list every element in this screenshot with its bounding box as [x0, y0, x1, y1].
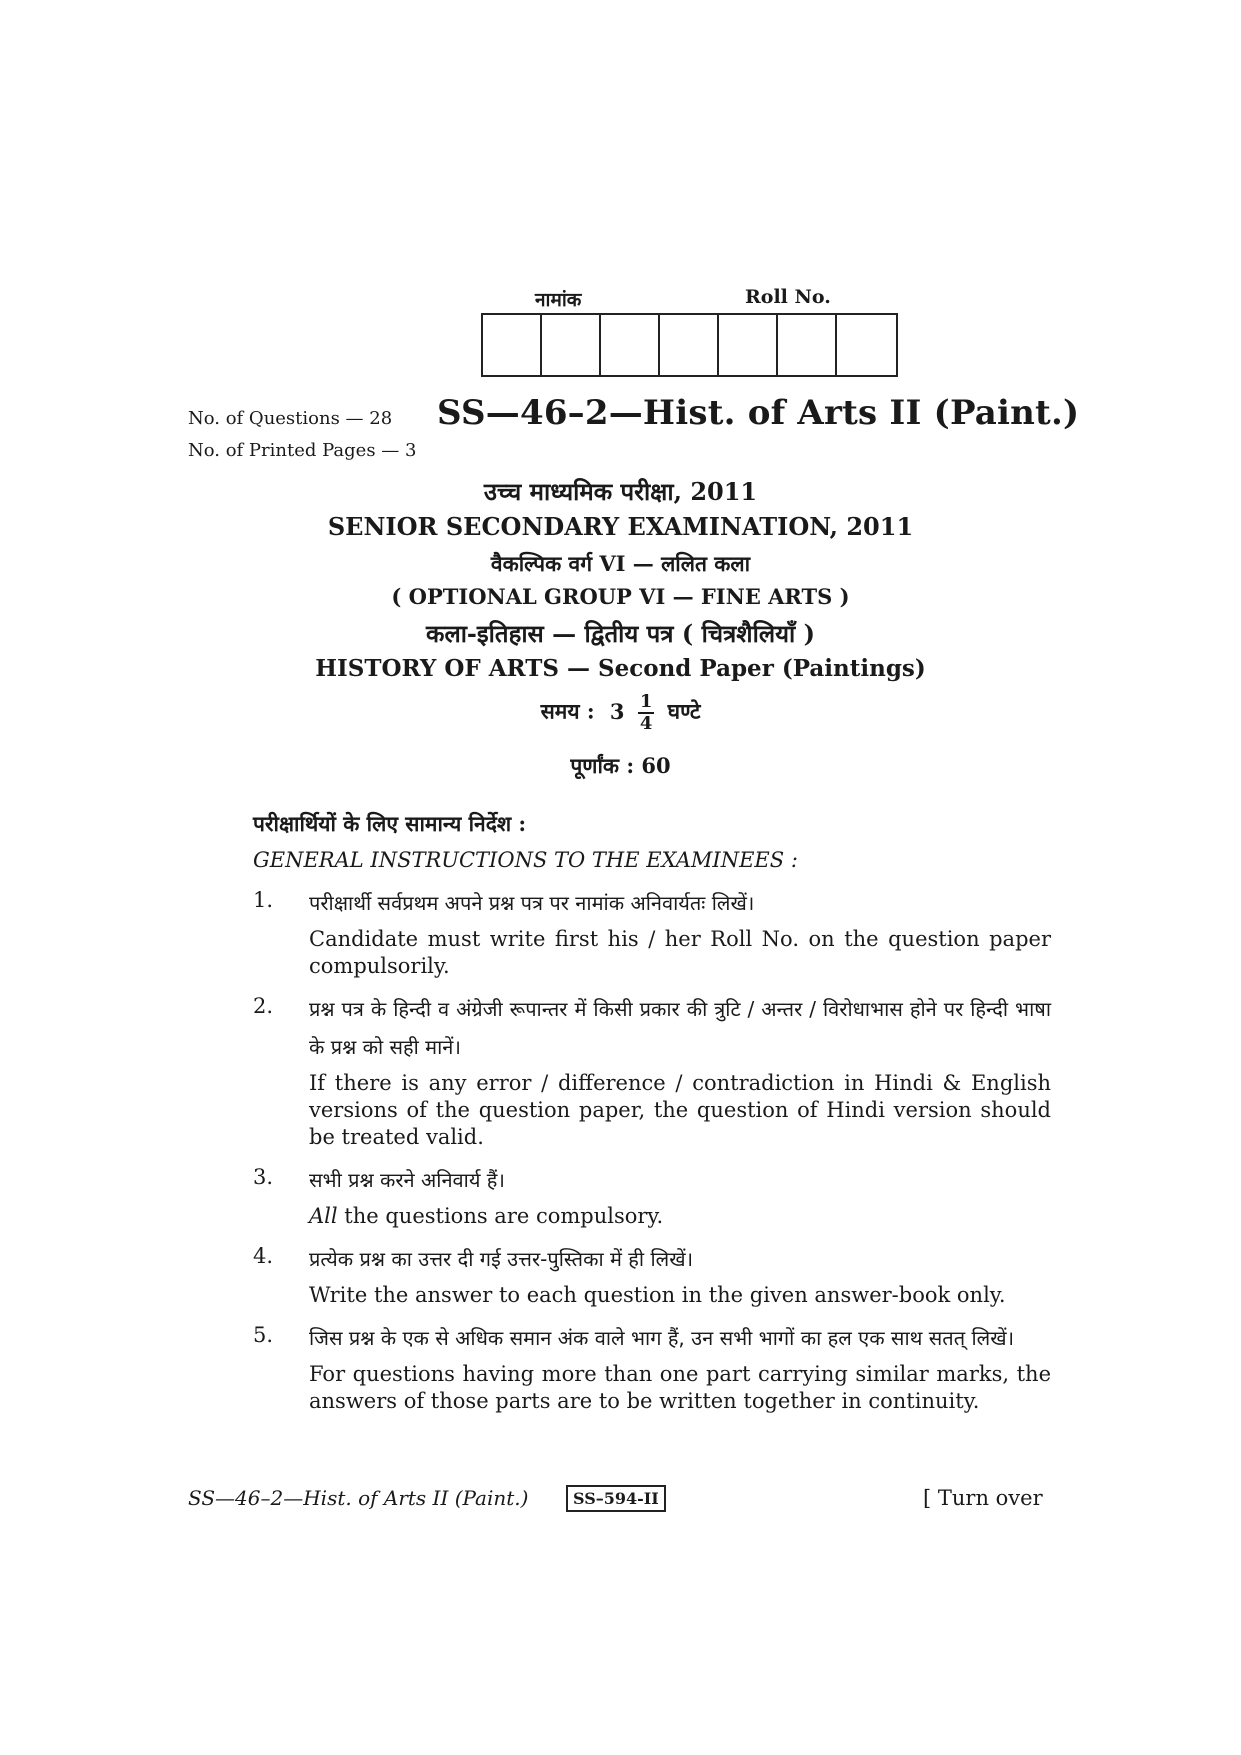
roll-digit-box[interactable] [719, 315, 778, 375]
exam-title-hindi: उच्च माध्यमिक परीक्षा, 2011 [483, 477, 758, 506]
instructions-heading-english: GENERAL INSTRUCTIONS TO THE EXAMINEES : [253, 848, 798, 872]
roll-digit-box[interactable] [778, 315, 837, 375]
instruction-item [253, 990, 1051, 1151]
instruction-english: Write the answer to each question in the given answer-book only. [309, 1283, 1006, 1307]
roll-digit-box[interactable] [601, 315, 660, 375]
instruction-item [253, 884, 1051, 980]
instruction-number: 4. [253, 1244, 274, 1268]
turn-over-note: [ Turn over [923, 1486, 1043, 1510]
instruction-number: 1. [253, 888, 274, 912]
number-of-pages: No. of Printed Pages — 3 [188, 440, 417, 461]
roll-number-boxes [481, 313, 898, 377]
time-fraction [638, 692, 655, 734]
time-unit: घण्टे [667, 698, 701, 724]
instructions-list [253, 884, 1051, 1425]
footer-code-box: SS–594-II [566, 1485, 666, 1512]
roll-digit-box[interactable] [483, 315, 542, 375]
exam-title-english: SENIOR SECONDARY EXAMINATION, 2011 [327, 512, 914, 541]
subject-english: HISTORY OF ARTS — Second Paper (Paintings) [315, 655, 926, 682]
number-of-questions: No. of Questions — 28 [188, 408, 393, 429]
subject-hindi: कला-इतिहास — द्वितीय पत्र ( चित्रशैलियाँ ) [426, 619, 815, 648]
group-hindi: वैकल्पिक वर्ग VI — ललित कला [490, 551, 751, 576]
time-denominator: 4 [639, 713, 653, 734]
instruction-hindi: सभी प्रश्न करने अनिवार्य हैं। [309, 1168, 506, 1192]
instruction-emphasis: All [309, 1204, 338, 1228]
instruction-english-text: the questions are compulsory. [337, 1204, 664, 1228]
instruction-number: 5. [253, 1323, 274, 1347]
instruction-hindi: जिस प्रश्न के एक से अधिक समान अंक वाले भाग हैं, उन सभी भागों का हल एक साथ सतत् लिखें। [309, 1326, 1015, 1350]
roll-digit-box[interactable] [837, 315, 896, 375]
instruction-number: 3. [253, 1165, 274, 1189]
time-label: समय : [540, 698, 595, 724]
instruction-hindi: परीक्षार्थी सर्वप्रथम अपने प्रश्न पत्र पर नामांक अनिवार्यतः लिखें। [309, 891, 755, 915]
instructions-heading-hindi: परीक्षार्थियों के लिए सामान्य निर्देश : [253, 811, 527, 836]
paper-code-title: SS—46–2—Hist. of Arts II (Paint.) [437, 393, 1080, 433]
roll-label-english: Roll No. [745, 286, 831, 308]
maximum-marks: पूर्णांक : 60 [570, 753, 671, 778]
time-allowed [0, 692, 1241, 742]
instruction-english: If there is any error / difference / contradiction in Hindi & English versions of the question paper, the question of Hindi version should be treated valid. [309, 1071, 1051, 1149]
time-numerator: 1 [639, 691, 653, 712]
roll-digit-box[interactable] [542, 315, 601, 375]
roll-number-labels [480, 286, 900, 310]
instruction-item [253, 1240, 1051, 1309]
time-whole: 3 [609, 698, 625, 724]
instruction-number: 2. [253, 994, 274, 1018]
instruction-item [253, 1161, 1051, 1230]
instruction-item [253, 1319, 1051, 1415]
footer-paper-code: SS—46–2—Hist. of Arts II (Paint.) [188, 1486, 529, 1510]
instruction-english: For questions having more than one part carrying similar marks, the answers of those parts are to be written together in continuity. [309, 1362, 1051, 1413]
instruction-hindi: प्रश्न पत्र के हिन्दी व अंग्रेजी रूपान्तर में किसी प्रकार की त्रुटि / अन्तर / विरोधाभास होने पर हिन्दी भाषा के प्रश्न को सही मानें। [309, 997, 1051, 1059]
roll-digit-box[interactable] [660, 315, 719, 375]
instruction-english: Candidate must write first his / her Roll No. on the question paper compulsorily. [309, 927, 1051, 978]
instruction-english [309, 1203, 1051, 1230]
roll-label-hindi: नामांक [535, 289, 582, 311]
group-english: ( OPTIONAL GROUP VI — FINE ARTS ) [391, 584, 850, 609]
instruction-hindi: प्रत्येक प्रश्न का उत्तर दी गई उत्तर-पुस्तिका में ही लिखें। [309, 1247, 694, 1271]
